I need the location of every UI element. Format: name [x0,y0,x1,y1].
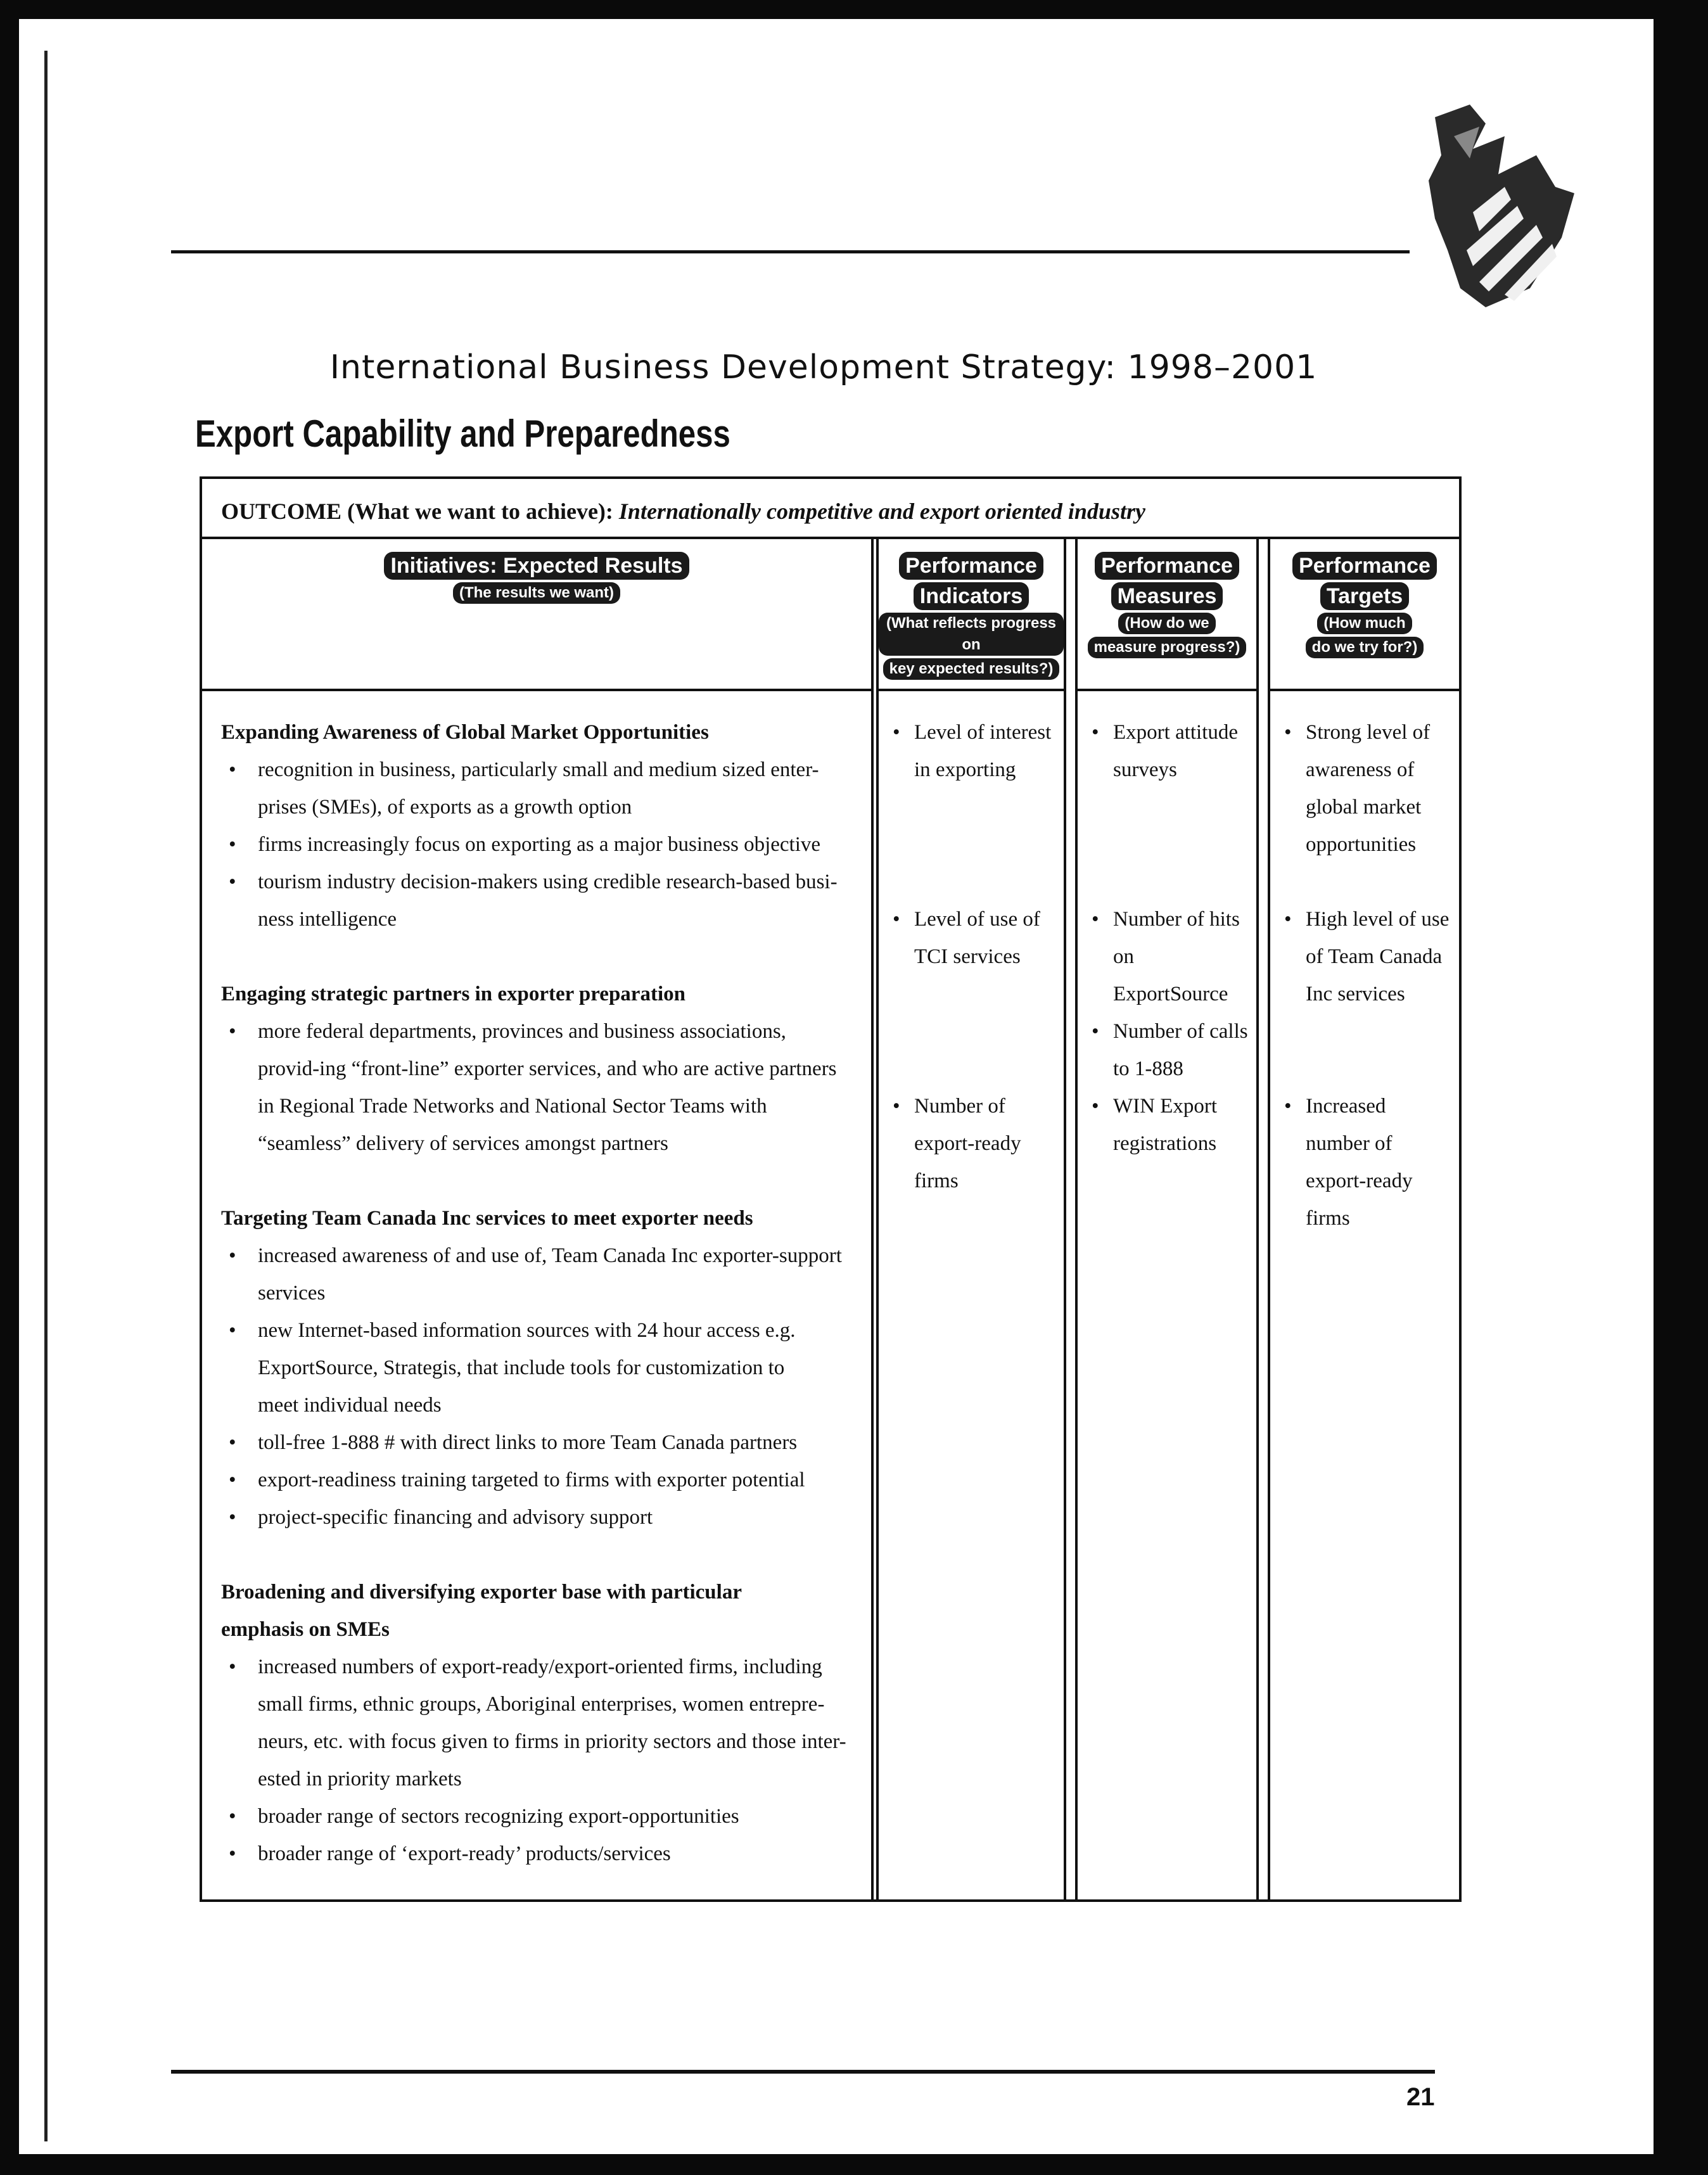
strategy-table [200,476,1462,1902]
initiative-bullet: • toll-free 1-888 # with direct links to more Team Canada partners [221,1424,871,1462]
brush-logo-icon [1410,98,1581,317]
indicators-header-sub-1: (What reflects progress on [879,613,1064,656]
initiative-heading: Broadening and diversifying exporter base with particular emphasis on SMEs [221,1581,742,1641]
measures-header-sub-1: (How do we [1118,613,1215,634]
measures-header-title-1: Performance [1095,552,1239,580]
indicators-header [879,539,1064,691]
measures-body [1078,691,1256,1163]
targets-header [1270,539,1459,691]
initiative-bullet: • broader range of ‘export-ready’ products/services [221,1835,871,1873]
indicator-item: • Level of use of TCI services [888,901,1059,1088]
initiatives-column [202,539,874,1899]
targets-body [1270,691,1459,1237]
initiative-bullet: • project-specific financing and advisory support [221,1499,871,1536]
indicators-header-sub-2: key expected results?) [883,658,1060,680]
indicators-header-title-2: Indicators [914,582,1029,610]
initiatives-header-sub: (The results we want) [453,582,620,604]
measures-column [1075,539,1259,1899]
measures-header-title-2: Measures [1111,582,1223,610]
initiatives-body [202,691,871,1873]
initiative-bullet: • increased numbers of export-ready/export-oriented firms, including small firms, ethnic groups, Aboriginal enterprises, women entrepre-neurs, etc. with focus given to firms in priority sectors and those inter-ested in priority markets [221,1649,847,1798]
targets-header-sub-2: do we try for?) [1306,637,1424,658]
initiative-bullet: • tourism industry decision-makers using credible research-based busi-ness intelligence [221,864,841,938]
document-title: International Business Development Strategy: 1998–2001 [329,348,1318,386]
target-item: • Strong level of awareness of global market opportunities [1279,714,1454,901]
outcome-row [202,479,1459,539]
indicators-column [876,539,1066,1899]
measures-header [1078,539,1256,691]
initiative-bullet: • more federal departments, provinces and business associations, provid-ing “front-line” exporter services, and who are active partners in Regional Trade Networks and National Sector Teams with “seamless” delivery of services amongst partners [221,1013,847,1163]
measure-item: • Export attitude surveys [1087,714,1251,901]
initiative-bullet: • increased awareness of and use of, Team Canada Inc exporter-support services [221,1237,847,1312]
section-title: Export Capability and Preparedness [195,412,730,455]
initiative-bullet: • new Internet-based information sources with 24 hour access e.g. ExportSource, Strategis, that include tools for customization to meet individual needs [221,1312,803,1424]
measure-item: • Number of calls to 1-888 [1087,1013,1251,1088]
initiatives-header [202,539,871,691]
initiative-heading: Engaging strategic partners in exporter preparation [221,983,685,1005]
indicator-item: • Number of export-ready firms [888,1088,1059,1200]
initiative-group [221,1200,871,1536]
targets-column [1268,539,1459,1899]
initiative-bullet: • broader range of sectors recognizing export-opportunities [221,1798,871,1835]
measure-item: • Number of hits on ExportSource [1087,901,1251,1013]
initiative-group [221,714,871,938]
targets-header-title-2: Targets [1320,582,1409,610]
initiative-bullet: • export-readiness training targeted to firms with exporter potential [221,1462,871,1499]
target-item: • Increased number of export-ready firms [1279,1088,1454,1237]
measures-header-sub-2: measure progress?) [1088,637,1247,658]
measure-item: • WIN Export registrations [1087,1088,1251,1163]
targets-header-title-1: Performance [1292,552,1437,580]
bottom-rule [171,2070,1435,2074]
page-number: 21 [1406,2083,1435,2111]
initiative-heading: Expanding Awareness of Global Market Opportunities [221,721,709,744]
outcome-label: OUTCOME (What we want to achieve): [221,499,613,524]
outcome-value: Internationally competitive and export oriented industry [618,499,1145,524]
initiative-heading: Targeting Team Canada Inc services to meet exporter needs [221,1207,753,1230]
target-item: • High level of use of Team Canada Inc services [1279,901,1454,1088]
indicators-body [879,691,1064,1200]
initiative-group [221,1574,871,1873]
targets-header-sub-1: (How much [1317,613,1412,634]
indicators-header-title-1: Performance [899,552,1043,580]
document-page [19,19,1654,2154]
top-rule [171,250,1410,253]
initiative-group [221,976,871,1163]
indicator-item: • Level of interest in exporting [888,714,1059,901]
initiative-bullet: • firms increasingly focus on exporting as a major business objective [221,826,871,864]
initiative-bullet: • recognition in business, particularly small and medium sized enter-prises (SMEs), of exports as a growth option [221,751,828,826]
initiatives-header-title: Initiatives: Expected Results [384,552,689,580]
